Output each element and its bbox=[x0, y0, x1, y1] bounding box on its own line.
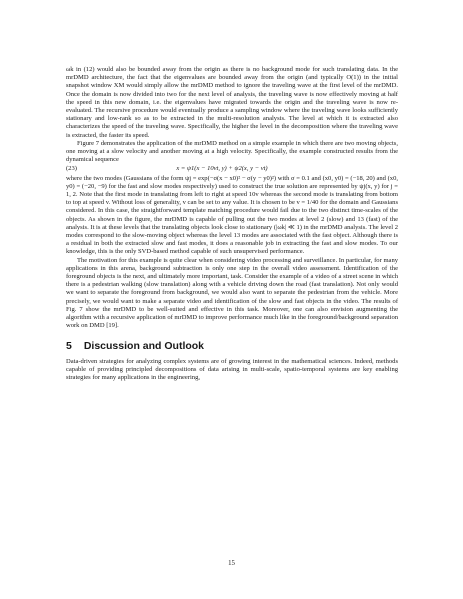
paragraph-modes: where the two modes (Gaussians of the form ψj = exp(−σ(x − x0)² − σ(y − y0)²) with σ = 0.1 and (x0, y0) = (−18, 20) and (x0, y0) = (−20, −9) for the fast and slow modes respectively) used to construct the true solution are represented by ψj(x, y) for j = 1, 2. Note that the first mode in translating from left to right at speed 10v whereas the second mode is translating from bottom to top at speed v. Without loss of generality, v can be set to any value. It is chosen to be v = 1/40 for the domain and Gaussians considered. In this case, the straightforward template matching procedure would fail due to the two distinct time-scales of the objects. As shown in the figure, the mrDMD is capable of pulling out the two modes at level 2 (slow) and 13 (fast) of the analysis. It is at these levels that the translating objects look close to stationary (|ωk| ≪ 1) in the mrDMD analysis. The level 2 modes correspond to the slow-moving object whereas the level 13 modes are associated with the fast object. Although there is a residual in both the extracted slow and fast modes, it does a reasonable job in extracting the fast and slow modes. To our knowledge, this is the only SVD-based method capable of such unsupervised performance. bbox=[66, 174, 398, 256]
paragraph-motivation: The motivation for this example is quite clear when considering video processing and surveillance. In particular, for many applications in this arena, background subtraction is only one step in the overall video assessment. Identification of the foreground objects is the next, and ultimately more important, task. Consider the example of a video of a street scene in which there is a pedestrian walking (slow translation) along with a vehicle driving down the road (fast translation). Not only would we want to separate the foreground from background, we would also want to separate the pedestrian from the vehicle. More precisely, we would want to make a separate video and identification of the slow and fast objects in the video. The results of Fig. 7 show the mrDMD to be well-suited and effective in this task. Moreover, one can also envision augmenting the algorithm with a recursive application of mrDMD to improve performance much like in the foreground/background separation work on DMD [19]. bbox=[66, 256, 398, 330]
equation-23 bbox=[66, 165, 398, 173]
section-heading bbox=[66, 340, 398, 353]
paragraph-discussion: Data-driven strategies for analyzing complex systems are of growing interest in the mathematical sciences. Indeed, methods capable of providing principled decompositions of data arising in multi-scale, spatio-temporal systems are key enabling strategies for many applications in the engineering, bbox=[66, 357, 398, 381]
body-text bbox=[66, 66, 398, 382]
section-title: Discussion and Outlook bbox=[83, 339, 205, 352]
paragraph-continued: ωk in (12) would also be bounded away from the origin as there is no background mode for such translating data. In the mrDMD architecture, the fact that the eigenvalues are bounded away from the origin (and typically O(1)) in the initial snapshot window XM would simply allow the mrDMD method to ignore the traveling wave at the first level of the mrDMD. Once the domain is now divided into two for the next level of analysis, the traveling wave is now effectively moving at half the speed in this new domain, i.e. the eigenvalues have migrated towards the origin and the traveling wave is now re-evaluated. The recursive procedure would eventually produce a sampling window where the traveling wave looks sufficiently stationary and low-rank so as to be extracted in the multi-resolution analysis. The level at which it is extracted also characterizes the speed of the traveling wave. Specifically, the higher the level in the decomposition where the traveling wave is extracted, the faster its speed. bbox=[66, 66, 398, 139]
paragraph-figure-7-intro: Figure 7 demonstrates the application of the mrDMD method on a simple example in which there are two moving objects, one moving at a slow velocity and another moving at a high velocity. Specifically, the example constructed results from the dynamical sequence bbox=[66, 139, 398, 164]
section-number: 5 bbox=[66, 339, 72, 352]
equation-number: (23) bbox=[66, 165, 77, 173]
page-number: 15 bbox=[228, 560, 235, 567]
equation-expression: x = ψ1(x − 10vt, y) + ψ2(x, y − vt) bbox=[176, 165, 268, 173]
